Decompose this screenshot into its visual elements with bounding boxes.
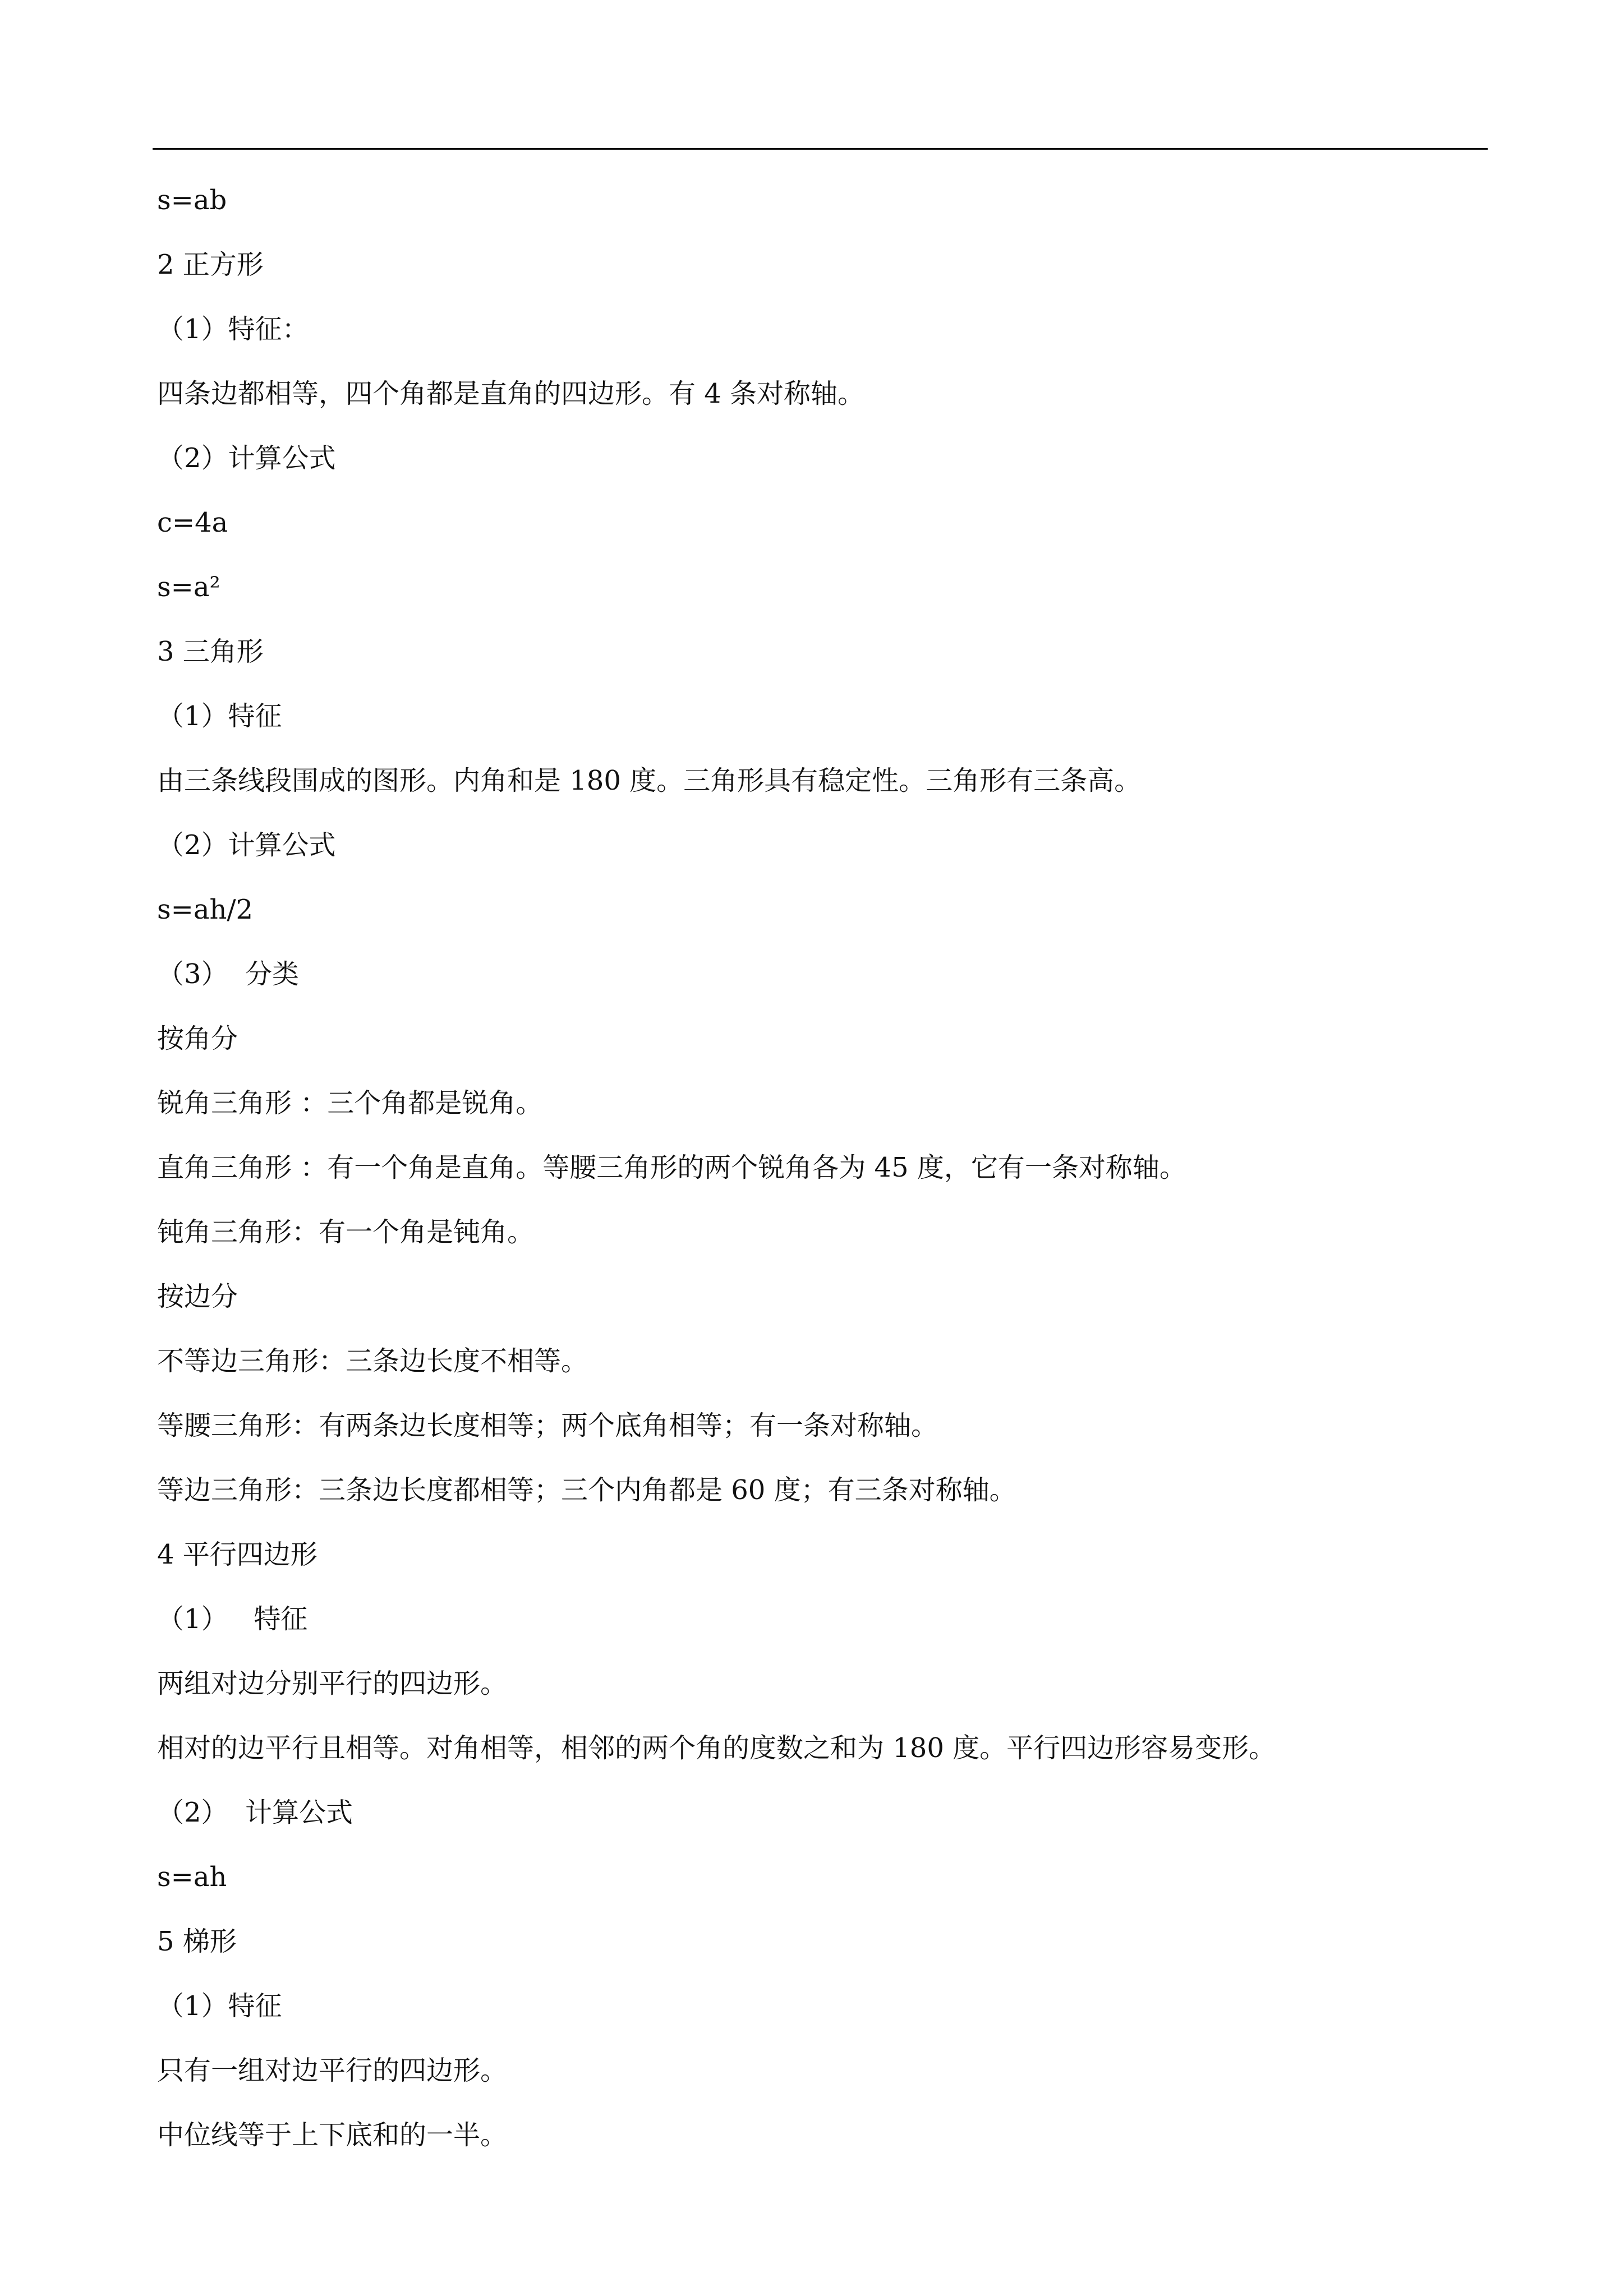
subheading-features: （1）特征： — [157, 313, 309, 345]
formula-square-perimeter: c=4a — [157, 507, 228, 538]
label-by-side: 按边分 — [157, 1281, 238, 1312]
paragraph-obtuse-triangle: 钝角三角形：有一个角是钝角。 — [157, 1216, 535, 1248]
formula-square-area: s=a² — [157, 571, 220, 603]
subheading-features: （1） 特征 — [157, 1603, 308, 1635]
formula-parallelogram-area: s=ah — [157, 1861, 227, 1893]
subheading-classification: （3） 分类 — [157, 958, 300, 990]
paragraph-trapezoid-midline: 中位线等于上下底和的一半。 — [157, 2119, 508, 2151]
paragraph-scalene-triangle: 不等边三角形：三条边长度不相等。 — [157, 1345, 588, 1377]
paragraph-parallelogram-definition: 两组对边分别平行的四边形。 — [157, 1668, 508, 1699]
formula-rectangle-area: s=ab — [157, 185, 227, 216]
subheading-formulas: （2）计算公式 — [157, 442, 336, 474]
subheading-formulas: （2） 计算公式 — [157, 1797, 353, 1828]
paragraph-parallelogram-properties: 相对的边平行且相等。对角相等，相邻的两个角的度数之和为 180 度。平行四边形容易变形。 — [157, 1732, 1276, 1764]
paragraph-triangle-features: 由三条线段围成的图形。内角和是 180 度。三角形具有稳定性。三角形有三条高。 — [157, 765, 1142, 796]
paragraph-equilateral-triangle: 等边三角形：三条边长度都相等；三个内角都是 60 度；有三条对称轴。 — [157, 1474, 1016, 1506]
paragraph-trapezoid-definition: 只有一组对边平行的四边形。 — [157, 2055, 508, 2086]
paragraph-isosceles-triangle: 等腰三角形：有两条边长度相等；两个底角相等；有一条对称轴。 — [157, 1410, 938, 1441]
label-by-angle: 按角分 — [157, 1023, 238, 1054]
paragraph-right-triangle: 直角三角形 ：有一个角是直角。等腰三角形的两个锐角各为 45 度，它有一条对称轴。 — [157, 1152, 1186, 1183]
header-rule — [153, 148, 1488, 150]
section-heading-triangle: 3 三角形 — [157, 636, 264, 667]
paragraph-acute-triangle: 锐角三角形 ：三个角都是锐角。 — [157, 1087, 543, 1119]
subheading-features: （1）特征 — [157, 700, 282, 732]
paragraph-square-features: 四条边都相等，四个角都是直角的四边形。有 4 条对称轴。 — [157, 378, 865, 409]
section-heading-trapezoid: 5 梯形 — [157, 1926, 237, 1957]
document-body — [157, 168, 1481, 2168]
section-heading-parallelogram: 4 平行四边形 — [157, 1539, 318, 1570]
subheading-features: （1）特征 — [157, 1990, 282, 2022]
formula-triangle-area: s=ah/2 — [157, 894, 254, 925]
section-heading-square: 2 正方形 — [157, 249, 264, 280]
subheading-formulas: （2）计算公式 — [157, 829, 336, 861]
